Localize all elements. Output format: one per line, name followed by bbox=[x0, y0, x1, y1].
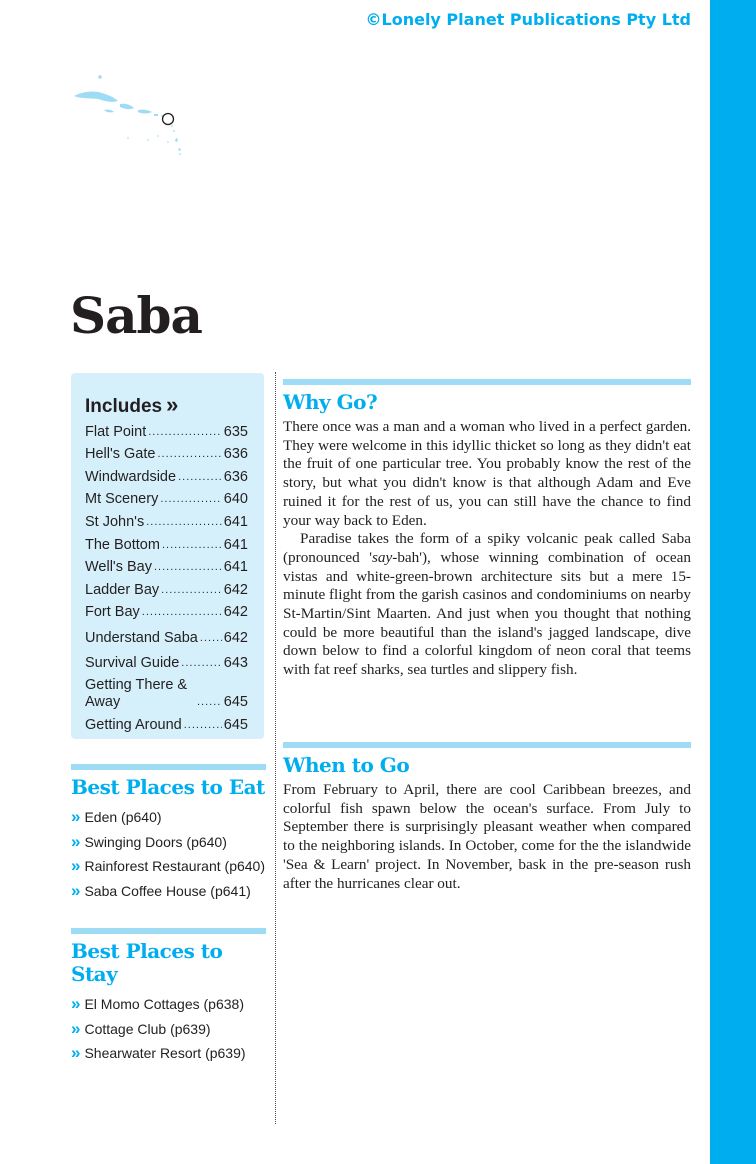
stay-list bbox=[71, 994, 266, 1063]
list-item: » Swinging Doors (p640) bbox=[71, 831, 227, 851]
toc-item: Ladder Bay ..... 642 bbox=[85, 576, 248, 599]
list-item: » Eden (p640) bbox=[71, 807, 162, 826]
stay-heading: Best Places to Stay bbox=[71, 939, 223, 986]
toc-item: Flat Point ..... 635 bbox=[85, 418, 248, 441]
when-to-go-paragraph: From February to April, there are cool Caribbean breezes, and colorful fish spawn below the ocean's surface. From July to September there is surprisingly pleasant weather when compared to the neighboring islands. In October, come for the the islandwide 'Sea & Learn' project. In November, bask in the pre-season rush after the hurricanes clear out. bbox=[283, 781, 691, 892]
eat-list bbox=[71, 807, 266, 901]
column-divider bbox=[275, 372, 276, 1124]
toc-item: Mt Scenery ..... 640 bbox=[85, 486, 248, 509]
section-rule bbox=[283, 379, 691, 385]
toc-item: Survival Guide ..... 643 bbox=[85, 647, 248, 672]
saba-location-marker bbox=[163, 114, 174, 125]
includes-box bbox=[71, 373, 264, 739]
toc-item: Hell's Gate ..... 636 bbox=[85, 441, 248, 464]
toc-item: The Bottom ..... 641 bbox=[85, 531, 248, 554]
list-item: » Cottage Club (p639) bbox=[71, 1018, 211, 1038]
toc-item: Understand Saba ..... 642 bbox=[85, 621, 248, 647]
toc-item: Fort Bay ..... 642 bbox=[85, 599, 248, 622]
page-title: Saba bbox=[70, 286, 202, 345]
list-item: » Rainforest Restaurant (p640) bbox=[71, 856, 266, 875]
toc-item: Getting Around ..... 645 bbox=[85, 711, 248, 734]
when-to-go-section bbox=[283, 742, 691, 893]
why-go-paragraph-2: Paradise takes the form of a spiky volcanic peak called Saba (pronounced 'say-bah'), whose winning combination of ocean vistas and white-green-brown architecture sits but a mere 15-minute flight from the garish casinos and condominiums on nearby St-Martin/Sint Maarten. And just when you thought that nothing could be more beautiful than the island's jagged landscape, dive down below to find a colorful kingdom of neon coral that teems with fat reef sharks, sea turtles and slippery fish. bbox=[283, 530, 691, 679]
includes-toc bbox=[85, 418, 248, 734]
toc-item: Getting There & Away ..... 645 bbox=[85, 672, 248, 711]
when-to-go-heading: When to Go bbox=[283, 753, 410, 777]
toc-item: Windwardside ..... 636 bbox=[85, 463, 248, 486]
why-go-section bbox=[283, 379, 691, 680]
section-rule bbox=[283, 742, 691, 748]
list-item: » Shearwater Resort (p639) bbox=[71, 1043, 246, 1062]
section-rule bbox=[71, 928, 266, 934]
list-item: » Saba Coffee House (p641) bbox=[71, 880, 251, 900]
chevron-right-icon: » bbox=[71, 856, 81, 875]
caribbean-locator-map bbox=[68, 70, 198, 165]
section-rule bbox=[71, 764, 266, 770]
toc-item: St John's ..... 641 bbox=[85, 508, 248, 531]
list-item: » El Momo Cottages (p638) bbox=[71, 994, 244, 1013]
best-places-to-eat bbox=[71, 764, 266, 905]
chevron-right-icon: » bbox=[71, 880, 81, 900]
copyright-notice: ©Lonely Planet Publications Pty Ltd bbox=[365, 10, 691, 29]
why-go-paragraph-1: There once was a man and a woman who lived in a perfect garden. They were welcome in this idyllic thicket so long as they didn't eat the fruit of one particular tree. You probably know the rest of the story, but what you didn't know is that although Adam and Eve ruined it for the rest of us, you can still have the chance to find your way back to Eden. bbox=[283, 418, 691, 529]
chevron-right-icon: » bbox=[71, 831, 81, 851]
toc-item: Well's Bay ..... 641 bbox=[85, 554, 248, 577]
edge-color-bar bbox=[710, 0, 756, 1164]
chevron-right-icon: » bbox=[71, 1043, 81, 1062]
chevron-right-icon: » bbox=[71, 994, 81, 1013]
chevron-right-icon: » bbox=[71, 807, 81, 826]
includes-heading-label: Includes bbox=[85, 396, 163, 417]
why-go-heading: Why Go? bbox=[283, 390, 378, 414]
includes-heading bbox=[85, 392, 178, 418]
eat-heading: Best Places to Eat bbox=[71, 775, 265, 799]
best-places-to-stay bbox=[71, 928, 266, 1068]
includes-arrows-icon: » bbox=[166, 392, 179, 417]
chevron-right-icon: » bbox=[71, 1018, 81, 1038]
